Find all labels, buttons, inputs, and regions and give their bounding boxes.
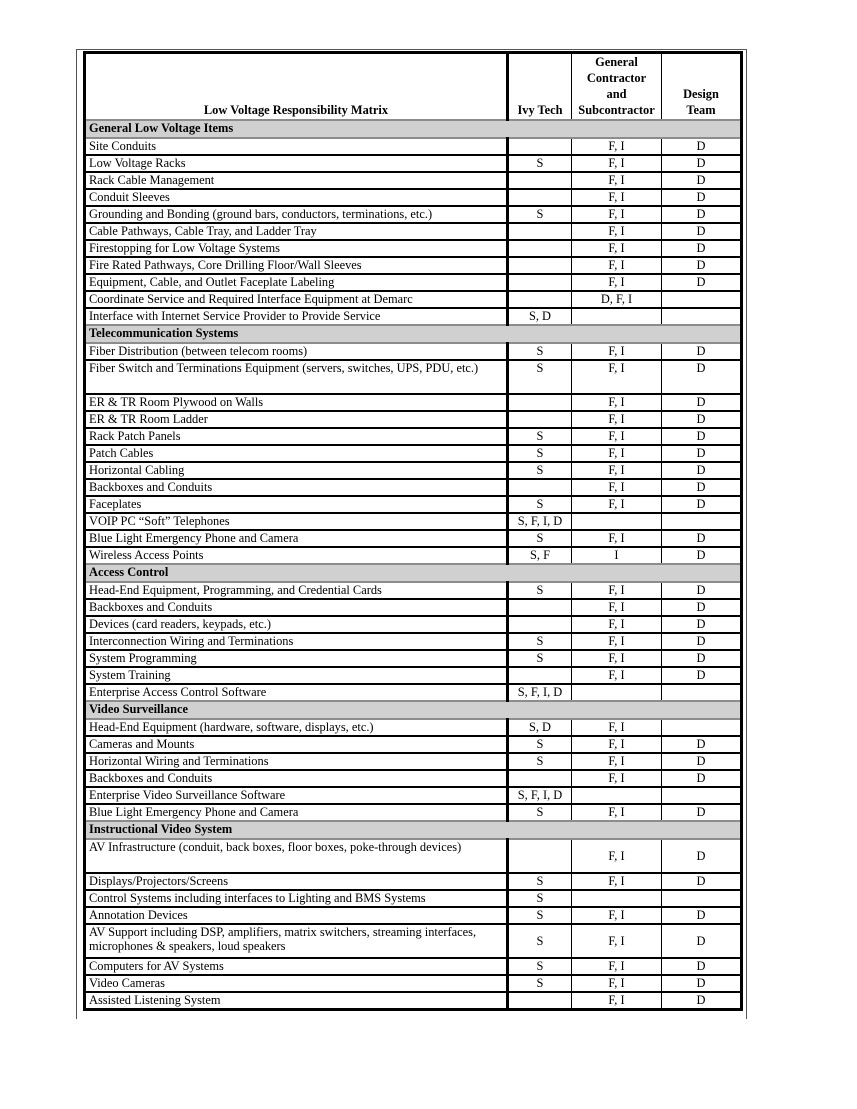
- design-team-cell: [662, 308, 742, 325]
- table-row: [85, 958, 742, 975]
- design-team-cell: D: [662, 172, 742, 189]
- item-cell: Computers for AV Systems: [85, 958, 508, 975]
- ivy-tech-cell: S: [508, 530, 572, 547]
- item-cell: VOIP PC “Soft” Telephones: [85, 513, 508, 530]
- design-team-cell: D: [662, 223, 742, 240]
- item-cell: Low Voltage Racks: [85, 155, 508, 172]
- header-row: [85, 53, 742, 121]
- ivy-tech-cell: S: [508, 975, 572, 992]
- item-cell: AV Support including DSP, amplifiers, matrix switchers, streaming interfaces, microphones & speakers, loud speakers: [85, 924, 508, 958]
- general-contractor-cell: F, I: [572, 667, 662, 684]
- general-contractor-cell: F, I: [572, 633, 662, 650]
- section-header-row: [85, 120, 742, 138]
- design-team-cell: [662, 787, 742, 804]
- design-team-cell: D: [662, 530, 742, 547]
- item-cell: Backboxes and Conduits: [85, 599, 508, 616]
- design-team-cell: [662, 719, 742, 736]
- item-cell: Interface with Internet Service Provider to Provide Service: [85, 308, 508, 325]
- general-contractor-cell: F, I: [572, 924, 662, 958]
- table-row: [85, 599, 742, 616]
- design-team-cell: D: [662, 360, 742, 394]
- item-cell: Coordinate Service and Required Interface Equipment at Demarc: [85, 291, 508, 308]
- general-contractor-cell: F, I: [572, 975, 662, 992]
- design-team-cell: D: [662, 411, 742, 428]
- table-row: [85, 736, 742, 753]
- ivy-tech-cell: [508, 394, 572, 411]
- design-team-cell: [662, 513, 742, 530]
- general-contractor-cell: F, I: [572, 496, 662, 513]
- ivy-tech-cell: [508, 770, 572, 787]
- item-cell: Devices (card readers, keypads, etc.): [85, 616, 508, 633]
- item-cell: Fiber Switch and Terminations Equipment (servers, switches, UPS, PDU, etc.): [85, 360, 508, 394]
- ivy-tech-cell: S: [508, 907, 572, 924]
- general-contractor-cell: F, I: [572, 753, 662, 770]
- item-cell: Equipment, Cable, and Outlet Faceplate Labeling: [85, 274, 508, 291]
- ivy-tech-cell: [508, 172, 572, 189]
- table-row: [85, 411, 742, 428]
- general-contractor-cell: F, I: [572, 650, 662, 667]
- table-row: [85, 189, 742, 206]
- ivy-tech-cell: S: [508, 206, 572, 223]
- design-team-cell: D: [662, 394, 742, 411]
- ivy-tech-cell: S, D: [508, 719, 572, 736]
- general-contractor-cell: [572, 890, 662, 907]
- table-row: [85, 719, 742, 736]
- item-cell: Assisted Listening System: [85, 992, 508, 1010]
- design-team-cell: D: [662, 547, 742, 564]
- table-row: [85, 206, 742, 223]
- item-cell: Faceplates: [85, 496, 508, 513]
- design-team-cell: D: [662, 907, 742, 924]
- general-contractor-cell: F, I: [572, 770, 662, 787]
- design-team-cell: D: [662, 992, 742, 1010]
- ivy-tech-cell: S: [508, 873, 572, 890]
- table-row: [85, 462, 742, 479]
- ivy-tech-cell: [508, 138, 572, 155]
- design-team-cell: D: [662, 138, 742, 155]
- table-row: [85, 513, 742, 530]
- ivy-tech-cell: S: [508, 582, 572, 599]
- general-contractor-cell: F, I: [572, 360, 662, 394]
- table-row: [85, 138, 742, 155]
- item-cell: Blue Light Emergency Phone and Camera: [85, 804, 508, 821]
- table-row: [85, 992, 742, 1010]
- design-team-cell: D: [662, 975, 742, 992]
- ivy-tech-cell: S: [508, 804, 572, 821]
- table-row: [85, 684, 742, 701]
- design-team-cell: D: [662, 155, 742, 172]
- item-cell: Conduit Sleeves: [85, 189, 508, 206]
- general-contractor-cell: F, I: [572, 189, 662, 206]
- table-row: [85, 240, 742, 257]
- table-row: [85, 787, 742, 804]
- design-team-cell: D: [662, 753, 742, 770]
- design-team-cell: D: [662, 189, 742, 206]
- design-team-cell: D: [662, 633, 742, 650]
- ivy-tech-cell: [508, 274, 572, 291]
- ivy-tech-cell: [508, 189, 572, 206]
- item-cell: Fiber Distribution (between telecom rooms): [85, 343, 508, 360]
- section-title: Telecommunication Systems: [85, 325, 742, 343]
- ivy-tech-cell: S: [508, 650, 572, 667]
- general-contractor-cell: F, I: [572, 223, 662, 240]
- table-row: [85, 770, 742, 787]
- general-contractor-cell: F, I: [572, 428, 662, 445]
- item-cell: Interconnection Wiring and Terminations: [85, 633, 508, 650]
- table-row: [85, 360, 742, 394]
- design-team-cell: D: [662, 445, 742, 462]
- ivy-tech-cell: S, F, I, D: [508, 684, 572, 701]
- design-team-cell: D: [662, 736, 742, 753]
- section-header-row: [85, 564, 742, 582]
- table-row: [85, 616, 742, 633]
- table-row: [85, 343, 742, 360]
- gc-header-line: and: [606, 87, 627, 101]
- general-contractor-cell: F, I: [572, 394, 662, 411]
- general-contractor-cell: [572, 308, 662, 325]
- ivy-tech-cell: [508, 223, 572, 240]
- design-team-cell: D: [662, 496, 742, 513]
- ivy-tech-cell: S, F: [508, 547, 572, 564]
- ivy-tech-cell: [508, 240, 572, 257]
- table-row: [85, 445, 742, 462]
- table-row: [85, 291, 742, 308]
- table-row: [85, 975, 742, 992]
- ivy-tech-cell: S: [508, 155, 572, 172]
- general-contractor-cell: F, I: [572, 873, 662, 890]
- general-contractor-cell: F, I: [572, 992, 662, 1010]
- table-row: [85, 172, 742, 189]
- item-cell: Annotation Devices: [85, 907, 508, 924]
- design-header-line: Team: [686, 103, 716, 117]
- table-row: [85, 582, 742, 599]
- ivy-tech-cell: S, F, I, D: [508, 513, 572, 530]
- item-cell: Firestopping for Low Voltage Systems: [85, 240, 508, 257]
- general-contractor-cell: F, I: [572, 958, 662, 975]
- design-team-cell: D: [662, 206, 742, 223]
- gc-header-line: Contractor: [586, 71, 647, 85]
- item-cell: Backboxes and Conduits: [85, 479, 508, 496]
- general-contractor-cell: F, I: [572, 736, 662, 753]
- item-cell: ER & TR Room Plywood on Walls: [85, 394, 508, 411]
- item-cell: Enterprise Video Surveillance Software: [85, 787, 508, 804]
- item-cell: Site Conduits: [85, 138, 508, 155]
- column-header-ivy-tech: Ivy Tech: [508, 53, 572, 121]
- section-header-row: [85, 701, 742, 719]
- table-row: [85, 479, 742, 496]
- general-contractor-cell: F, I: [572, 172, 662, 189]
- item-cell: ER & TR Room Ladder: [85, 411, 508, 428]
- design-team-cell: [662, 684, 742, 701]
- table-row: [85, 839, 742, 873]
- item-cell: System Programming: [85, 650, 508, 667]
- general-contractor-cell: D, F, I: [572, 291, 662, 308]
- item-cell: AV Infrastructure (conduit, back boxes, floor boxes, poke-through devices): [85, 839, 508, 873]
- general-contractor-cell: F, I: [572, 719, 662, 736]
- general-contractor-cell: F, I: [572, 155, 662, 172]
- responsibility-matrix-table: [83, 51, 743, 1011]
- general-contractor-cell: F, I: [572, 599, 662, 616]
- design-team-cell: D: [662, 462, 742, 479]
- design-header-line: Design: [683, 87, 719, 101]
- table-row: [85, 804, 742, 821]
- section-title: Access Control: [85, 564, 742, 582]
- item-cell: Rack Cable Management: [85, 172, 508, 189]
- ivy-tech-cell: S: [508, 736, 572, 753]
- section-title: Instructional Video System: [85, 821, 742, 839]
- table-row: [85, 308, 742, 325]
- ivy-tech-cell: S: [508, 633, 572, 650]
- general-contractor-cell: F, I: [572, 206, 662, 223]
- ivy-tech-cell: S: [508, 924, 572, 958]
- ivy-tech-cell: S: [508, 958, 572, 975]
- ivy-tech-cell: S: [508, 890, 572, 907]
- gc-header-line: General: [595, 55, 638, 69]
- item-cell: Wireless Access Points: [85, 547, 508, 564]
- ivy-tech-cell: S: [508, 343, 572, 360]
- general-contractor-cell: F, I: [572, 138, 662, 155]
- column-header-item: Low Voltage Responsibility Matrix: [85, 53, 508, 121]
- design-team-cell: D: [662, 804, 742, 821]
- design-team-cell: [662, 291, 742, 308]
- ivy-tech-cell: S: [508, 496, 572, 513]
- general-contractor-cell: [572, 787, 662, 804]
- table-row: [85, 924, 742, 958]
- general-contractor-cell: F, I: [572, 616, 662, 633]
- item-cell: Displays/Projectors/Screens: [85, 873, 508, 890]
- table-row: [85, 496, 742, 513]
- design-team-cell: D: [662, 839, 742, 873]
- section-header-row: [85, 325, 742, 343]
- design-team-cell: D: [662, 599, 742, 616]
- item-cell: Cameras and Mounts: [85, 736, 508, 753]
- design-team-cell: D: [662, 582, 742, 599]
- section-title: Video Surveillance: [85, 701, 742, 719]
- general-contractor-cell: F, I: [572, 804, 662, 821]
- column-header-general-contractor: [572, 53, 662, 121]
- ivy-tech-cell: [508, 616, 572, 633]
- item-cell: Enterprise Access Control Software: [85, 684, 508, 701]
- item-cell: Backboxes and Conduits: [85, 770, 508, 787]
- item-cell: System Training: [85, 667, 508, 684]
- general-contractor-cell: F, I: [572, 582, 662, 599]
- section-header-row: [85, 821, 742, 839]
- item-cell: Patch Cables: [85, 445, 508, 462]
- table-row: [85, 428, 742, 445]
- ivy-tech-cell: [508, 257, 572, 274]
- design-team-cell: D: [662, 274, 742, 291]
- design-team-cell: D: [662, 479, 742, 496]
- table-row: [85, 155, 742, 172]
- item-cell: Fire Rated Pathways, Core Drilling Floor/Wall Sleeves: [85, 257, 508, 274]
- design-team-cell: [662, 890, 742, 907]
- general-contractor-cell: F, I: [572, 839, 662, 873]
- design-team-cell: D: [662, 343, 742, 360]
- ivy-tech-cell: [508, 599, 572, 616]
- item-cell: Rack Patch Panels: [85, 428, 508, 445]
- design-team-cell: D: [662, 770, 742, 787]
- section-title: General Low Voltage Items: [85, 120, 742, 138]
- design-team-cell: D: [662, 873, 742, 890]
- ivy-tech-cell: [508, 411, 572, 428]
- design-team-cell: D: [662, 428, 742, 445]
- design-team-cell: D: [662, 667, 742, 684]
- table-row: [85, 257, 742, 274]
- general-contractor-cell: F, I: [572, 257, 662, 274]
- ivy-tech-cell: S: [508, 462, 572, 479]
- general-contractor-cell: F, I: [572, 907, 662, 924]
- table-row: [85, 633, 742, 650]
- column-header-design-team: [662, 53, 742, 121]
- table-row: [85, 394, 742, 411]
- gc-header-line: Subcontractor: [578, 103, 655, 117]
- table-row: [85, 547, 742, 564]
- general-contractor-cell: [572, 513, 662, 530]
- item-cell: Control Systems including interfaces to Lighting and BMS Systems: [85, 890, 508, 907]
- ivy-tech-cell: [508, 291, 572, 308]
- item-cell: Blue Light Emergency Phone and Camera: [85, 530, 508, 547]
- design-team-cell: D: [662, 924, 742, 958]
- ivy-tech-cell: S: [508, 753, 572, 770]
- general-contractor-cell: F, I: [572, 240, 662, 257]
- table-row: [85, 890, 742, 907]
- ivy-tech-cell: S: [508, 445, 572, 462]
- item-cell: Cable Pathways, Cable Tray, and Ladder Tray: [85, 223, 508, 240]
- design-team-cell: D: [662, 958, 742, 975]
- ivy-tech-cell: S: [508, 360, 572, 394]
- general-contractor-cell: F, I: [572, 530, 662, 547]
- design-team-cell: D: [662, 240, 742, 257]
- ivy-tech-cell: [508, 992, 572, 1010]
- item-cell: Horizontal Cabling: [85, 462, 508, 479]
- item-cell: Grounding and Bonding (ground bars, conductors, terminations, etc.): [85, 206, 508, 223]
- general-contractor-cell: F, I: [572, 462, 662, 479]
- table-row: [85, 274, 742, 291]
- general-contractor-cell: I: [572, 547, 662, 564]
- general-contractor-cell: F, I: [572, 411, 662, 428]
- table-row: [85, 667, 742, 684]
- table-row: [85, 223, 742, 240]
- item-cell: Head-End Equipment, Programming, and Credential Cards: [85, 582, 508, 599]
- general-contractor-cell: F, I: [572, 274, 662, 291]
- item-cell: Video Cameras: [85, 975, 508, 992]
- table-row: [85, 753, 742, 770]
- ivy-tech-cell: S: [508, 428, 572, 445]
- general-contractor-cell: F, I: [572, 479, 662, 496]
- general-contractor-cell: F, I: [572, 343, 662, 360]
- ivy-tech-cell: S, D: [508, 308, 572, 325]
- general-contractor-cell: [572, 684, 662, 701]
- item-cell: Head-End Equipment (hardware, software, displays, etc.): [85, 719, 508, 736]
- table-row: [85, 530, 742, 547]
- ivy-tech-cell: [508, 667, 572, 684]
- design-team-cell: D: [662, 616, 742, 633]
- table-row: [85, 907, 742, 924]
- item-cell: Horizontal Wiring and Terminations: [85, 753, 508, 770]
- table-row: [85, 873, 742, 890]
- ivy-tech-cell: [508, 839, 572, 873]
- matrix-body: [85, 120, 742, 1010]
- ivy-tech-cell: [508, 479, 572, 496]
- design-team-cell: D: [662, 650, 742, 667]
- table-row: [85, 650, 742, 667]
- general-contractor-cell: F, I: [572, 445, 662, 462]
- ivy-tech-cell: S, F, I, D: [508, 787, 572, 804]
- design-team-cell: D: [662, 257, 742, 274]
